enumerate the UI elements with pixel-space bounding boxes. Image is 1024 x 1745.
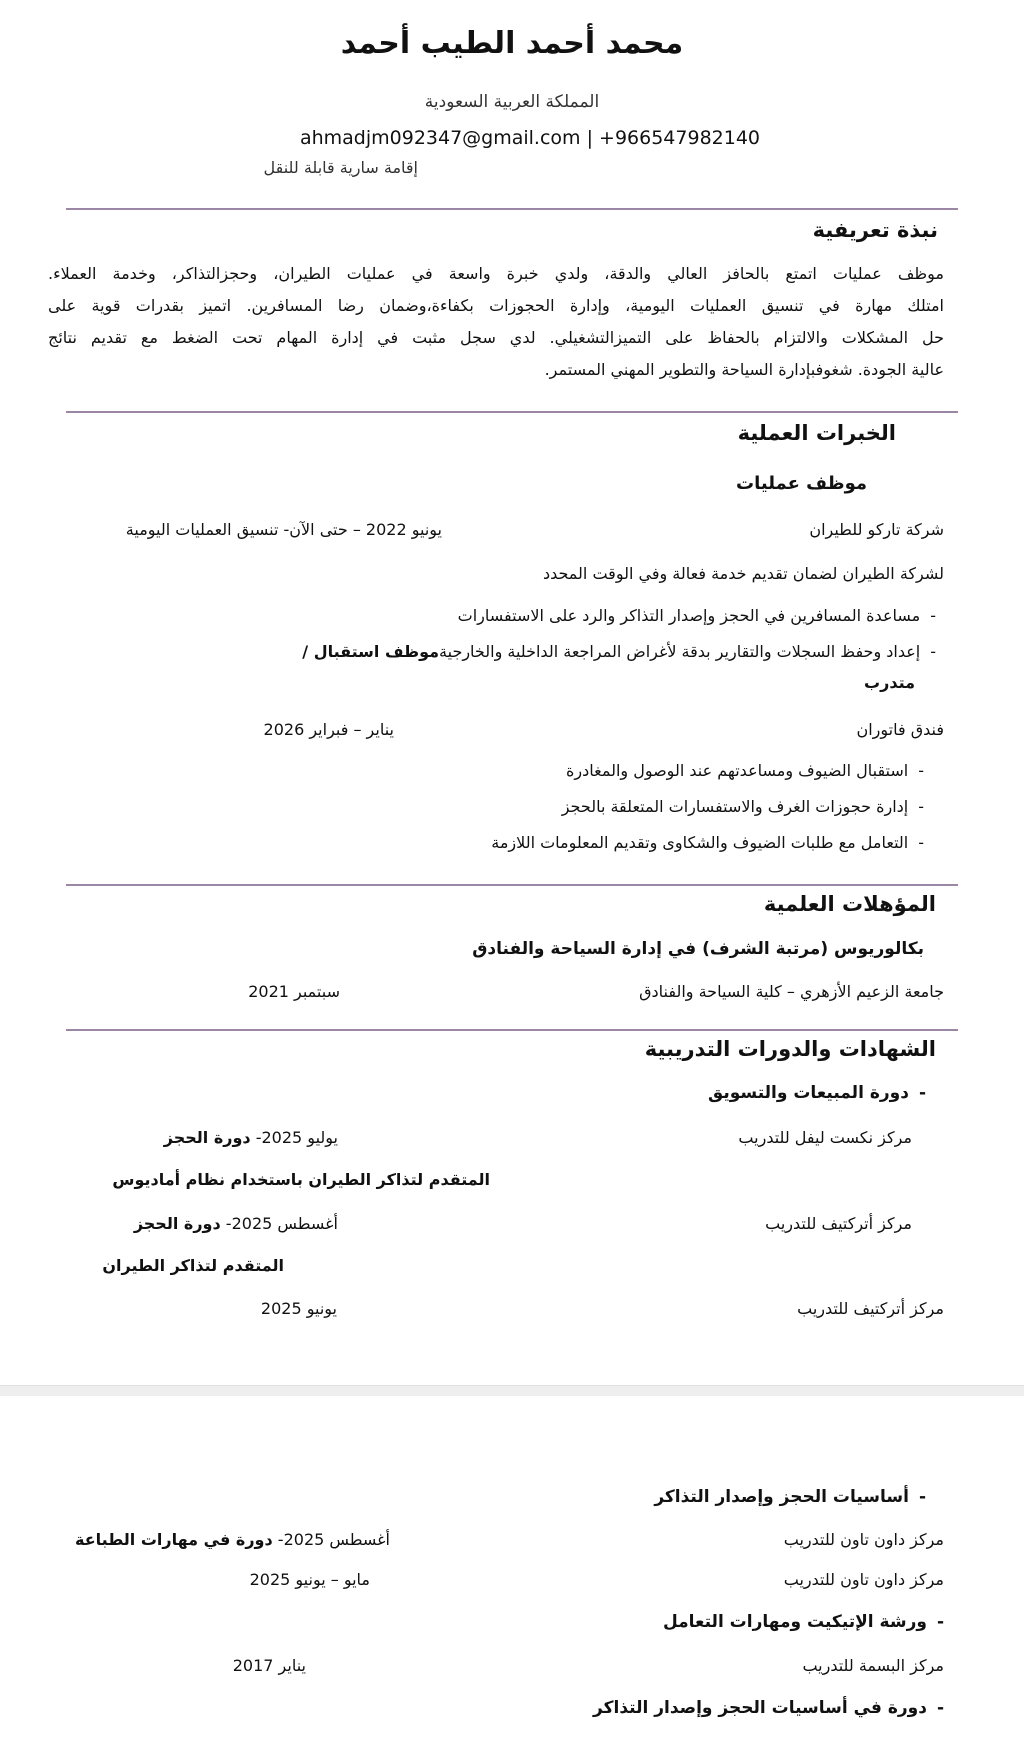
training-center: مركز داون تاون للتدريب bbox=[783, 1570, 944, 1589]
list-item: -دورة في أساسيات الحجز وإصدار التذاكر bbox=[593, 1698, 944, 1718]
training-center: مركز داون تاون للتدريب bbox=[783, 1530, 944, 1549]
list-item: -إدارة حجوزات الغرف والاستفسارات المتعلقة بالحجز bbox=[561, 797, 924, 816]
certificates-title: الشهادات والدورات التدريبية bbox=[644, 1037, 936, 1061]
course-date: يونيو 2025 bbox=[260, 1299, 337, 1318]
list-item: -ورشة الإتيكيت ومهارات التعامل bbox=[662, 1612, 944, 1632]
summary-line: عالية الجودة. شغوفبإدارة السياحة والتطوير المهني المستمر. bbox=[544, 360, 944, 379]
training-center: مركز نكست ليفل للتدريب bbox=[738, 1128, 912, 1147]
course-date: مايو – يونيو 2025 bbox=[249, 1570, 370, 1589]
contact-line: ahmadjm092347@gmail.com | +966547982140 bbox=[299, 127, 761, 149]
course-title: المتقدم لتذاكر الطيران bbox=[102, 1256, 284, 1275]
degree: بكالوريوس (مرتبة الشرف) في إدارة السياحة والفنادق bbox=[472, 939, 924, 959]
training-center: مركز البسمة للتدريب bbox=[802, 1656, 944, 1675]
divider bbox=[66, 1029, 958, 1031]
training-center: مركز أتركتيف للتدريب bbox=[765, 1214, 912, 1233]
next-role-continued: متدرب bbox=[864, 673, 915, 692]
list-item: -التعامل مع طلبات الضيوف والشكاوى وتقديم المعلومات اللازمة bbox=[491, 833, 924, 852]
course-date: أغسطس 2025- دورة في مهارات الطباعة bbox=[75, 1530, 390, 1549]
job-description: لشركة الطيران لضمان تقديم خدمة فعالة وفي الوقت المحدد bbox=[542, 564, 944, 583]
divider bbox=[66, 208, 958, 210]
next-role: موظف استقبال / bbox=[302, 642, 440, 661]
list-item: -مساعدة المسافرين في الحجز وإصدار التذاكر والرد على الاستفسارات bbox=[457, 606, 936, 625]
education-title: المؤهلات العلمية bbox=[763, 892, 936, 916]
school: جامعة الزعيم الأزهري – كلية السياحة والفنادق bbox=[639, 982, 944, 1001]
summary-line: امتلك مهارة في تنسيق العمليات اليومية، وإدارة الحجوزات بكفاءة،وضمان رضا المسافرين. اتميز بقدرات قوية على bbox=[48, 296, 944, 315]
course-date: يناير 2017 bbox=[232, 1656, 306, 1675]
job-company: شركة تاركو للطيران bbox=[809, 520, 944, 539]
candidate-name: محمد أحمد الطيب أحمد bbox=[340, 26, 684, 61]
job-company: فندق فاتوران bbox=[856, 720, 944, 739]
page-break bbox=[0, 1386, 1024, 1396]
course-title: المتقدم لتذاكر الطيران باستخدام نظام أماديوس bbox=[112, 1170, 490, 1189]
list-item: -استقبال الضيوف ومساعدتهم عند الوصول والمغادرة bbox=[565, 761, 924, 780]
divider bbox=[66, 884, 958, 886]
list-item: -أساسيات الحجز وإصدار التذاكر bbox=[654, 1487, 926, 1507]
course-date: يوليو 2025- دورة الحجز bbox=[163, 1128, 338, 1147]
list-item: -إعداد وحفظ السجلات والتقارير بدقة لأغراض المراجعة الداخلية والخارجيةموظف استقبال / bbox=[302, 642, 936, 661]
summary-text bbox=[48, 258, 944, 386]
residency: إقامة سارية قابلة للنقل bbox=[263, 158, 418, 177]
summary-line: موظف عمليات اتمتع بالحافز العالي والدقة، ولدي خبرة واسعة في عمليات الطيران، وحجزالتذاكر، وخدمة العملاء. bbox=[48, 264, 944, 283]
training-center: مركز أتركتيف للتدريب bbox=[797, 1299, 944, 1318]
job-period: يونيو 2022 – حتى الآن- تنسيق العمليات اليومية bbox=[125, 520, 442, 539]
summary-title: نبذة تعريفية bbox=[812, 218, 938, 242]
list-item: -دورة المبيعات والتسويق bbox=[708, 1083, 926, 1103]
divider bbox=[66, 411, 958, 413]
course-date: أغسطس 2025- دورة الحجز bbox=[133, 1214, 338, 1233]
job-period: يناير – فبراير 2026 bbox=[263, 720, 394, 739]
summary-line: حل المشكلات والالتزام بالحفاظ على التميزالتشغيلي. لدي سجل مثبت في إدارة المهام تحت الضغط مع تقديم نتائج bbox=[48, 328, 944, 347]
job-role: موظف عمليات bbox=[736, 473, 867, 494]
country: المملكة العربية السعودية bbox=[424, 92, 600, 112]
experience-title: الخبرات العملية bbox=[737, 421, 896, 445]
graduation-date: سبتمبر 2021 bbox=[248, 982, 340, 1001]
